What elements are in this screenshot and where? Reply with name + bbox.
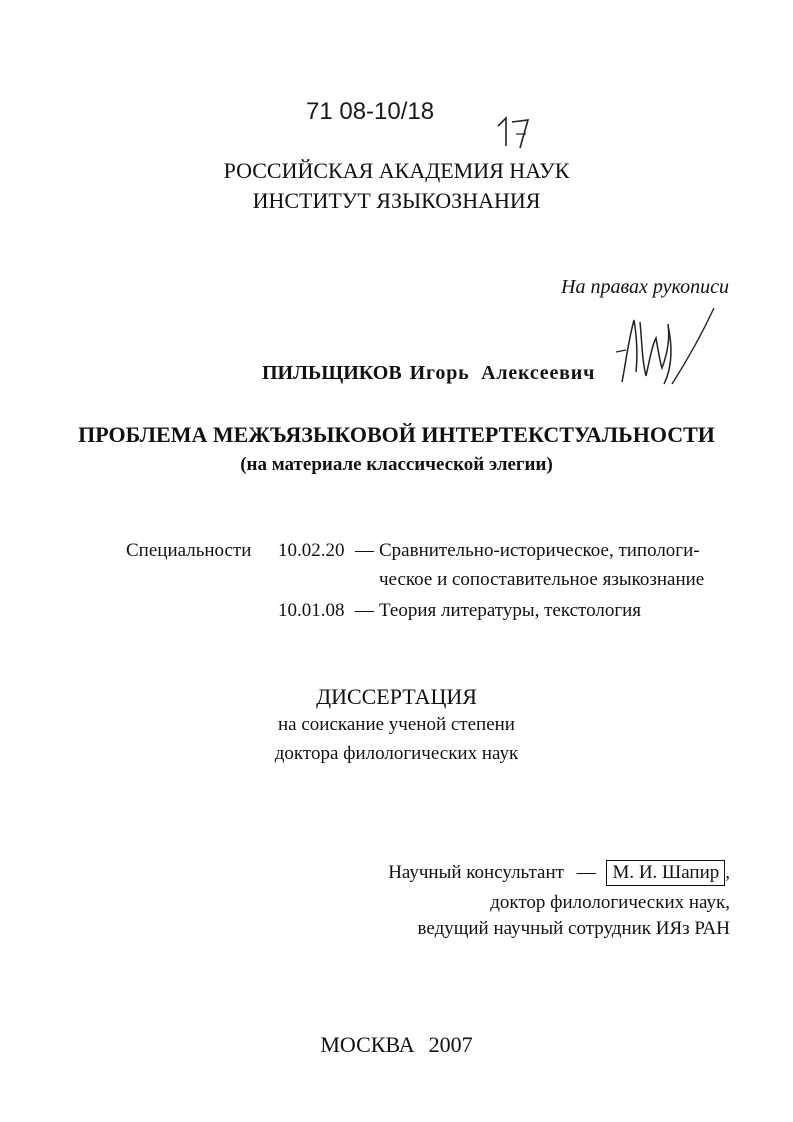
year: 2007 (428, 1032, 473, 1057)
consultant-comma: , (725, 862, 730, 883)
consultant-degree: доктор филологических наук, (490, 892, 730, 913)
place-and-year (0, 1032, 793, 1058)
dissertation-title: ПРОБЛЕМА МЕЖЪЯЗЫКОВОЙ ИНТЕРТЕКСТУАЛЬНОСТИ (78, 422, 715, 447)
manuscript-rights-note: На правах рукописи (561, 276, 729, 298)
author-given-names: Игорь Алексеевич (409, 362, 596, 384)
institute-name: ИНСТИТУТ ЯЗЫКОЗНАНИЯ (252, 188, 541, 213)
degree-purpose: на соискание ученой степени (278, 714, 515, 735)
author-name (262, 362, 595, 385)
consultant-label: Научный консультант (388, 862, 564, 883)
dissertation-subtitle: (на материале классической элегии) (240, 454, 553, 475)
city: МОСКВА (320, 1032, 415, 1057)
specialty-description: Сравнительно-историческое, типологи- (379, 540, 700, 561)
author-surname: ПИЛЬЩИКОВ (262, 362, 402, 384)
specialty-description: Теория литературы, текстология (379, 600, 642, 621)
specialty-dash: — (355, 600, 374, 621)
degree-name: доктора филологических наук (274, 743, 519, 764)
academy-name: РОССИЙСКАЯ АКАДЕМИЯ НАУК (223, 158, 570, 183)
author-signature (612, 302, 722, 392)
consultant-dash: — (576, 862, 596, 883)
specialty-code: 10.02.20 (278, 540, 345, 561)
consultant-name: М. И. Шапир (606, 860, 725, 886)
specialty-dash: — (355, 540, 374, 561)
consultant-position: ведущий научный сотрудник ИЯз РАН (417, 918, 730, 939)
archive-code: 71 08-10/18 (306, 98, 435, 125)
specialties-label: Специальности (126, 540, 252, 561)
specialty-code: 10.01.08 (278, 600, 345, 621)
dissertation-heading: ДИССЕРТАЦИЯ (316, 684, 477, 709)
consultant-line (388, 860, 730, 886)
specialty-description-continued: ческое и сопоставительное языкознание (379, 569, 705, 590)
handwritten-number-mark (494, 112, 534, 156)
